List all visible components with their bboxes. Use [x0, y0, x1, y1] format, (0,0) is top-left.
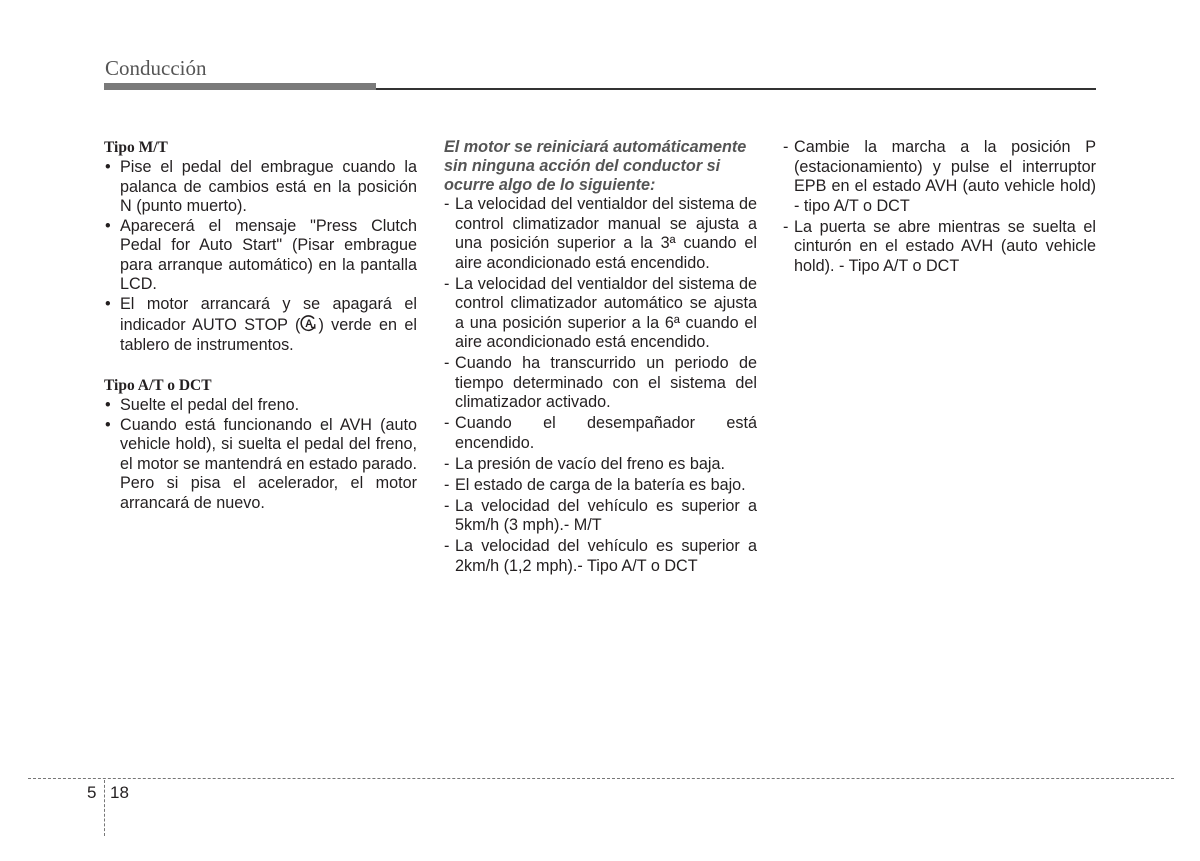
footer-dashed-divider: [104, 780, 105, 836]
bullet-text-before-icon: El motor arrancará y se apagará el indicador AUTO STOP (: [120, 294, 417, 334]
header-rule-thick: [104, 83, 376, 90]
list-item: • Suelte el pedal del freno.: [104, 396, 417, 416]
bullet-text-after-icon: ) verde en el tablero de instrumentos.: [120, 316, 418, 354]
mt-bullet-list: [104, 158, 417, 355]
list-item: - La puerta se abre mientras se suelta el cinturón en el estado AVH (auto vehicle hold). - Tipo A/T o DCT: [783, 218, 1096, 277]
auto-stop-icon-letter: A: [305, 318, 314, 331]
restart-conditions-list-continued: [783, 138, 1096, 276]
header-rule-thin: [376, 88, 1096, 90]
section-number: 5: [87, 783, 97, 802]
list-item: - La velocidad del vehículo es superior a 5km/h (3 mph).- M/T: [444, 497, 757, 536]
column-1: [104, 138, 417, 513]
at-bullet-list: [104, 396, 417, 513]
page-number: 18: [110, 783, 129, 802]
footer-dashed-rule: [28, 778, 1174, 779]
list-item: - La presión de vacío del freno es baja.: [444, 455, 757, 475]
column-2: [444, 138, 757, 578]
auto-stop-icon: [300, 314, 318, 332]
heading-mt: Tipo M/T: [104, 139, 168, 156]
restart-intro: El motor se reiniciará automáticamente sin ninguna acción del conductor si ocurre algo de lo siguiente:: [444, 138, 747, 194]
list-item: - La velocidad del ventialdor del sistema de control climatizador automático se ajusta a una posición superior a la 6ª cuando el aire acondicionado está encendido.: [444, 275, 757, 353]
list-item: - La velocidad del vehículo es superior a 2km/h (1,2 mph).- Tipo A/T o DCT: [444, 537, 757, 576]
list-item: • Cuando está funcionando el AVH (auto vehicle hold), si suelta el pedal del freno, el motor se mantendrá en estado parado. Pero si pisa el acelerador, el motor arrancará de nuevo.: [104, 416, 417, 514]
restart-conditions-list: [444, 195, 757, 576]
list-item: - Cuando ha transcurrido un periodo de tiempo determinado con el sistema del climatizador activado.: [444, 354, 757, 413]
list-item: - La velocidad del ventialdor del sistema de control climatizador manual se ajusta a una posición superior a la 3ª cuando el aire acondicionado está encendido.: [444, 195, 757, 273]
heading-at-dct: Tipo A/T o DCT: [104, 377, 212, 394]
chapter-title: Conducción: [105, 56, 207, 80]
list-item: • Aparecerá el mensaje "Press Clutch Pedal for Auto Start" (Pisar embrague para arranque automático) en la pantalla LCD.: [104, 217, 417, 295]
column-3: [783, 138, 1096, 278]
list-item: • Pise el pedal del embrague cuando la palanca de cambios está en la posición N (punto muerto).: [104, 158, 417, 217]
list-item: - Cambie la marcha a la posición P (estacionamiento) y pulse el interruptor EPB en el estado AVH (auto vehicle hold) - tipo A/T o DCT: [783, 138, 1096, 216]
list-item: - Cuando el desempañador está encendido.: [444, 414, 757, 453]
list-item: [104, 295, 417, 356]
list-item: - El estado de carga de la batería es bajo.: [444, 476, 757, 496]
